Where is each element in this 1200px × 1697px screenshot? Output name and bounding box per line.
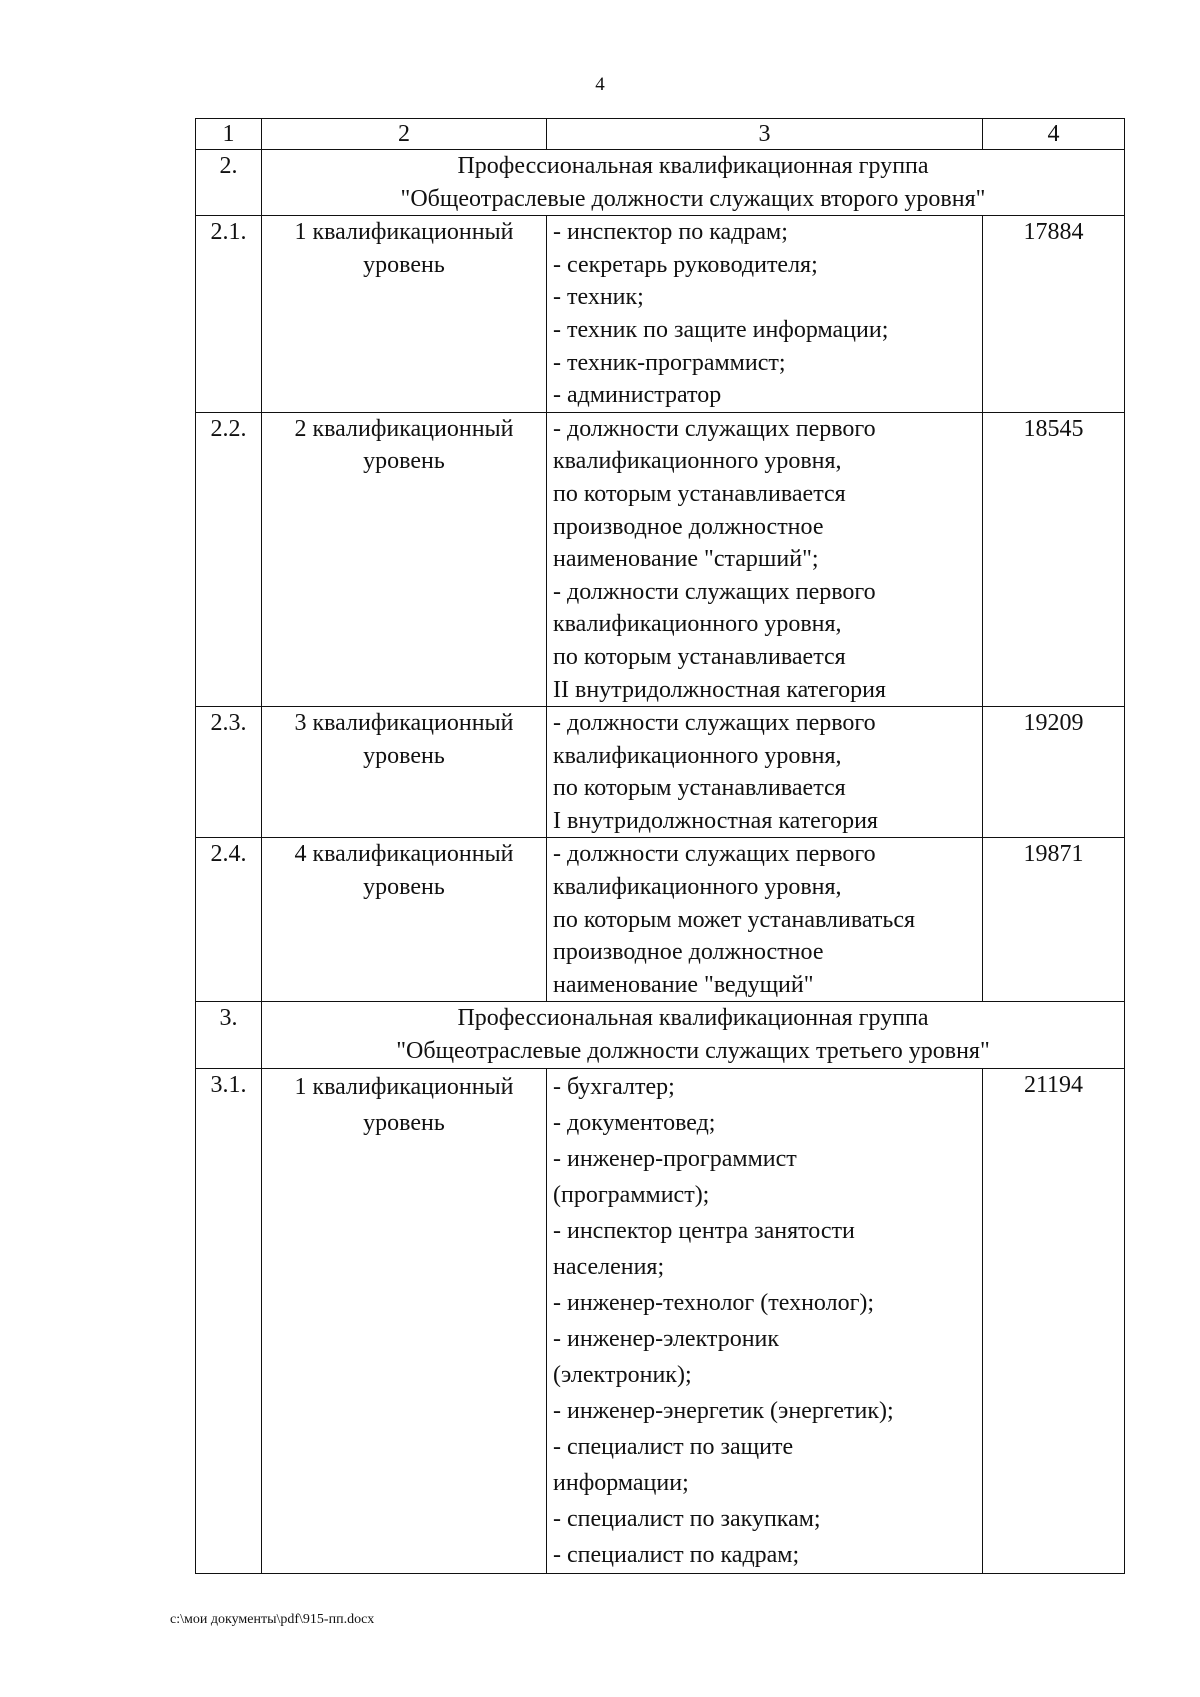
header-cell: 2 (262, 119, 547, 150)
position-line: квалификационного уровня, (553, 611, 842, 638)
position-line: квалификационного уровня, (553, 742, 842, 769)
row-number: 2.1. (196, 216, 262, 413)
position-line: - секретарь руководителя; (553, 251, 818, 278)
position-line: I внутридолжностная категория (553, 807, 878, 834)
group-number: 3. (196, 1002, 262, 1068)
qualification-level (262, 707, 547, 838)
qualification-level (262, 1068, 547, 1573)
position-line: - специалист по кадрам; (553, 1541, 800, 1568)
group-number: 2. (196, 150, 262, 216)
position-line: - инженер-программист (553, 1145, 797, 1172)
position-line: (программист); (553, 1181, 710, 1208)
positions-list (547, 707, 983, 838)
position-line: по которым может устанавливаться (553, 906, 916, 933)
position-line: наименование "ведущий" (553, 971, 814, 998)
qualification-level (262, 838, 547, 1002)
level-line: уровень (363, 874, 445, 901)
header-cell: 4 (983, 119, 1125, 150)
row-number: 3.1. (196, 1068, 262, 1573)
position-line: по которым устанавливается (553, 480, 846, 507)
position-line: II внутридолжностная категория (553, 676, 886, 703)
positions-list (547, 838, 983, 1002)
table-row (196, 216, 1125, 413)
position-line: - инженер-технолог (технолог); (553, 1289, 875, 1316)
page-number: 4 (595, 74, 605, 95)
position-line: по которым устанавливается (553, 775, 846, 802)
position-line: - техник-программист; (553, 349, 786, 376)
position-line: - специалист по защите (553, 1433, 794, 1460)
position-line: - инженер-энергетик (энергетик); (553, 1397, 894, 1424)
position-line: по которым устанавливается (553, 643, 846, 670)
positions-list (547, 412, 983, 706)
position-line: - должности служащих первого (553, 710, 876, 737)
level-line: 1 квалификационный (294, 219, 514, 246)
group-row (196, 1002, 1125, 1068)
salary-value: 17884 (983, 216, 1125, 413)
position-line: информации; (553, 1469, 689, 1496)
level-line: 1 квалификационный (294, 1073, 514, 1100)
position-line: - администратор (553, 382, 722, 409)
position-line: - инспектор по кадрам; (553, 219, 788, 246)
group-title (262, 1002, 1125, 1068)
position-line: - инженер-электроник (553, 1325, 780, 1352)
header-cell: 1 (196, 119, 262, 150)
position-line: населения; (553, 1253, 665, 1280)
position-line: производное должностное (553, 939, 824, 966)
position-line: (электроник); (553, 1361, 692, 1388)
table-row (196, 707, 1125, 838)
level-line: 2 квалификационный (294, 415, 514, 442)
group-title-line: "Общеотраслевые должности служащих третьего уровня" (396, 1038, 990, 1065)
position-line: квалификационного уровня, (553, 448, 842, 475)
qualification-level (262, 216, 547, 413)
position-line: - техник по защите информации; (553, 316, 889, 343)
table-row (196, 1068, 1125, 1573)
position-line: - должности служащих первого (553, 415, 876, 442)
group-title-line: Профессиональная квалификационная группа (457, 153, 929, 179)
group-row (196, 150, 1125, 216)
group-title-line: "Общеотраслевые должности служащих второго уровня" (400, 185, 986, 212)
table-row (196, 838, 1125, 1002)
positions-list (547, 1068, 983, 1573)
position-line: - документовед; (553, 1109, 716, 1136)
position-line: квалификационного уровня, (553, 874, 842, 901)
salary-value: 19871 (983, 838, 1125, 1002)
row-number: 2.2. (196, 412, 262, 706)
qualification-level (262, 412, 547, 706)
group-title-line: Профессиональная квалификационная группа (457, 1005, 929, 1032)
level-line: уровень (363, 251, 445, 278)
position-line: - бухгалтер; (553, 1073, 675, 1100)
salary-value: 18545 (983, 412, 1125, 706)
position-line: производное должностное (553, 513, 824, 540)
positions-list (547, 216, 983, 413)
salary-table (195, 118, 1125, 1574)
position-line: - должности служащих первого (553, 841, 876, 868)
position-line: - техник; (553, 284, 644, 311)
file-path-footer: с:\мои документы\pdf\915-пп.docx (170, 1612, 375, 1627)
group-title (262, 150, 1125, 216)
header-cell: 3 (547, 119, 983, 150)
salary-value: 21194 (983, 1068, 1125, 1573)
level-line: 3 квалификационный (294, 710, 514, 737)
level-line: 4 квалификационный (294, 841, 514, 868)
position-line: наименование "старший"; (553, 546, 819, 573)
level-line: уровень (363, 742, 445, 769)
table-row (196, 412, 1125, 706)
salary-value: 19209 (983, 707, 1125, 838)
level-line: уровень (363, 448, 445, 475)
position-line: - специалист по закупкам; (553, 1505, 821, 1532)
level-line: уровень (363, 1109, 445, 1136)
table-header-row (196, 119, 1125, 150)
position-line: - инспектор центра занятости (553, 1217, 855, 1244)
position-line: - должности служащих первого (553, 578, 876, 605)
row-number: 2.4. (196, 838, 262, 1002)
row-number: 2.3. (196, 707, 262, 838)
